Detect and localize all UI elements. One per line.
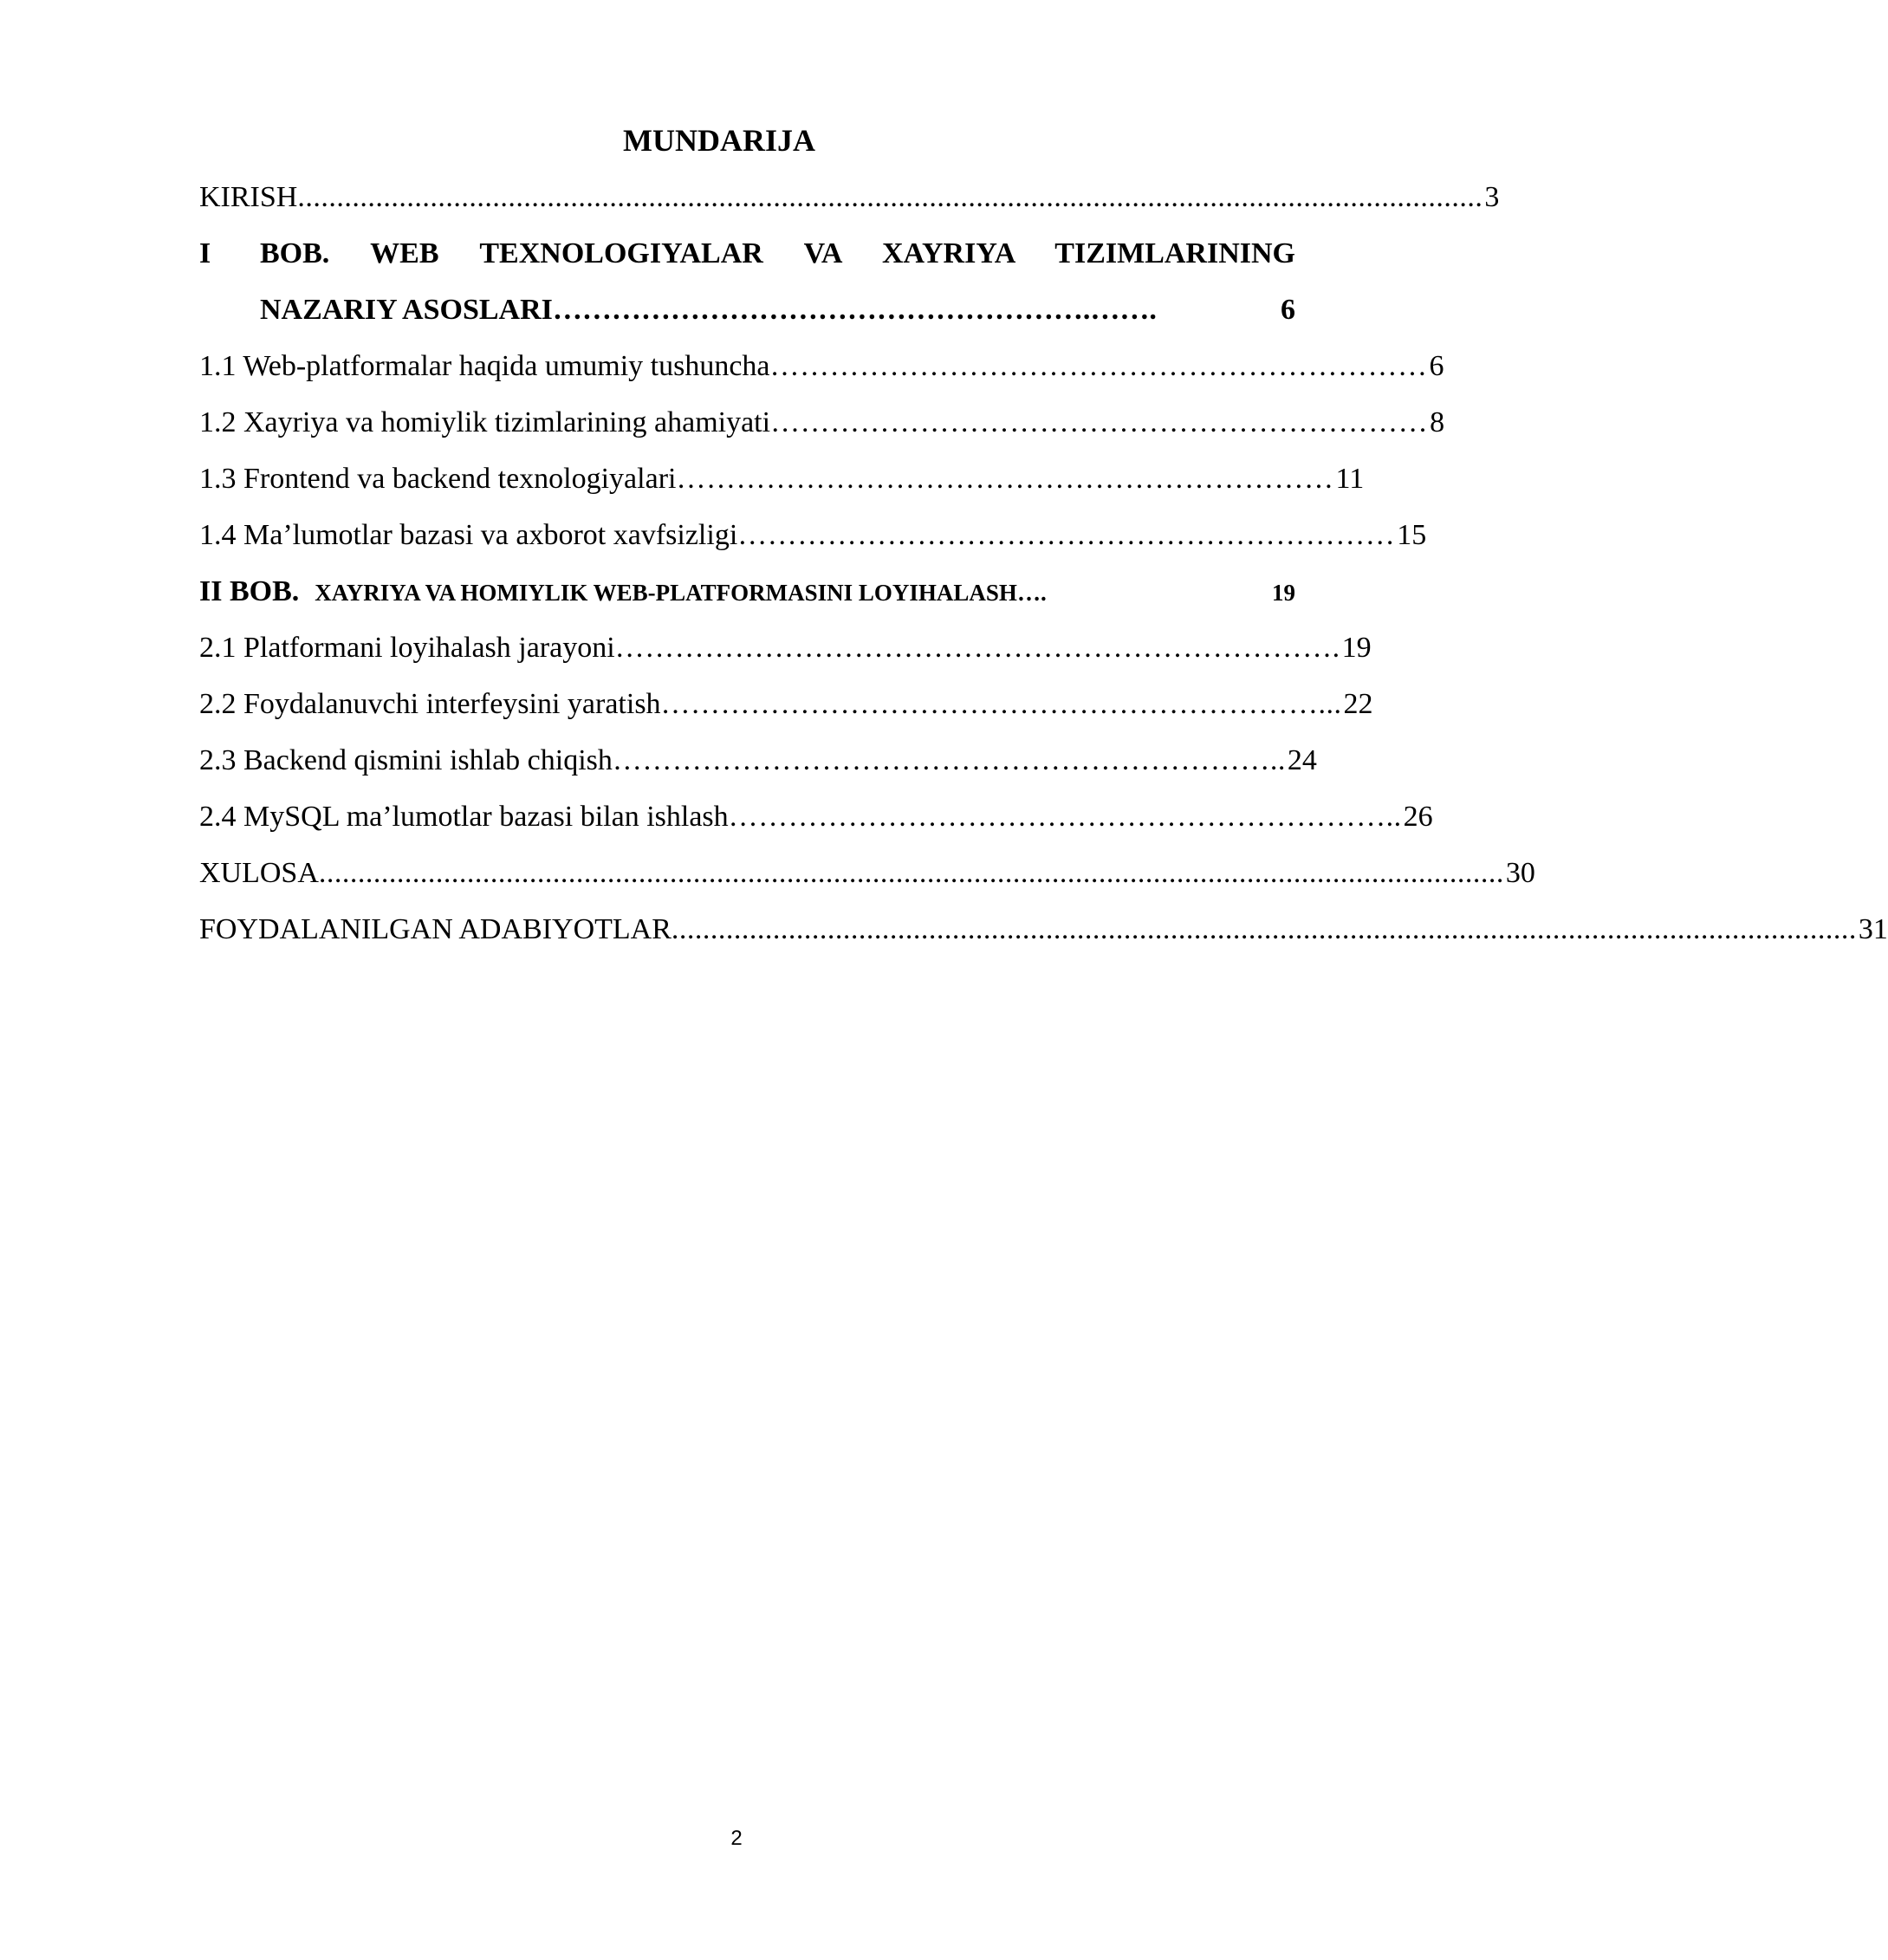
- toc-dot-leader: ….: [1016, 580, 1047, 606]
- toc-entry-label: 1.3 Frontend va backend texnologiyalari: [199, 463, 677, 495]
- toc-page-number: 22: [1343, 688, 1373, 720]
- toc-entry-label: 2.2 Foydalanuvchi interfeysini yaratish: [199, 688, 661, 720]
- toc-chapter-1: [199, 230, 1295, 342]
- table-of-contents: [199, 173, 1888, 962]
- page-title: MUNDARIJA: [623, 123, 815, 158]
- toc-page-number: 3: [1484, 181, 1500, 213]
- toc-dot-leader: …………………………………………………………: [737, 519, 1396, 551]
- toc-dot-leader: ........................................................................................................................................................: [318, 857, 1504, 889]
- toc-entry-label: FOYDALANILGAN ADABIYOTLAR: [199, 913, 672, 945]
- toc-dot-leader: ……………………………………………….…….: [552, 294, 1157, 326]
- toc-page-number: 6: [1429, 350, 1444, 382]
- toc-entry-label: XULOSA: [199, 857, 319, 889]
- toc-page-number: 15: [1397, 519, 1427, 551]
- page-number: 2: [730, 1827, 743, 1850]
- toc-entry-label: KIRISH: [199, 181, 298, 213]
- toc-page-number: 31: [1858, 913, 1888, 945]
- toc-dot-leader: …………………………………………………………..: [728, 801, 1402, 833]
- toc-page-number: 30: [1505, 857, 1535, 889]
- toc-entry-xulosa: [199, 849, 1535, 905]
- toc-dot-leader: ……………………………………………………………….: [614, 632, 1340, 664]
- toc-page-number: 26: [1403, 801, 1433, 833]
- chapter-numeral: I: [199, 237, 211, 269]
- toc-dot-leader: …………………………………………………………: [770, 406, 1429, 438]
- toc-page-number: 11: [1335, 463, 1365, 495]
- chapter-title: XAYRIYA VA HOMIYLIK WEB-PLATFORMASINI LOYIHALASH: [315, 580, 1017, 606]
- toc-chapter-2: [199, 568, 1295, 624]
- toc-page-number: 8: [1430, 406, 1445, 438]
- toc-page-number: 24: [1287, 744, 1317, 776]
- toc-entry-1-2: [199, 399, 1445, 455]
- chapter-title-line2: NAZARIY ASOSLARI: [260, 294, 553, 326]
- toc-entry-1-4: [199, 511, 1427, 568]
- toc-entry-2-3: [199, 737, 1317, 793]
- toc-entry-2-1: [199, 624, 1372, 680]
- toc-dot-leader: …………………………………………………………: [769, 350, 1428, 382]
- toc-dot-leader: …………………………………………………………..: [612, 744, 1286, 776]
- toc-entry-adabiyotlar: [199, 905, 1888, 962]
- toc-entry-label: 2.4 MySQL ma’lumotlar bazasi bilan ishlash: [199, 801, 729, 833]
- toc-dot-leader: ........................................................................................................................................................: [671, 913, 1857, 945]
- toc-dot-leader: …………………………………………………………...: [660, 688, 1342, 720]
- toc-page-number: 19: [1341, 632, 1372, 664]
- toc-page-number: 19: [1272, 580, 1295, 606]
- chapter-lead: II BOB.: [199, 575, 300, 607]
- toc-dot-leader: ........................................................................................................................................................: [297, 181, 1483, 213]
- toc-entry-2-2: [199, 680, 1373, 737]
- toc-entry-label: 2.1 Platformani loyihalash jarayoni: [199, 632, 615, 664]
- toc-entry-1-3: [199, 455, 1365, 511]
- toc-entry-label: 1.1 Web-platformalar haqida umumiy tushuncha: [199, 350, 770, 382]
- toc-entry-label: 1.2 Xayriya va homiylik tizimlarining ahamiyati: [199, 406, 771, 438]
- toc-entry-1-1: [199, 342, 1444, 399]
- toc-entry-label: 2.3 Backend qismini ishlab chiqish: [199, 744, 613, 776]
- toc-entry-2-4: [199, 793, 1433, 849]
- chapter-title-line1: BOB. WEB TEXNOLOGIYALAR VA XAYRIYA TIZIMLARINING: [260, 237, 1295, 269]
- toc-entry-label: 1.4 Ma’lumotlar bazasi va axborot xavfsizligi: [199, 519, 738, 551]
- toc-page-number: 6: [1281, 294, 1295, 326]
- toc-entry-kirish: [199, 173, 1500, 230]
- toc-dot-leader: …………………………………………………………: [676, 463, 1334, 495]
